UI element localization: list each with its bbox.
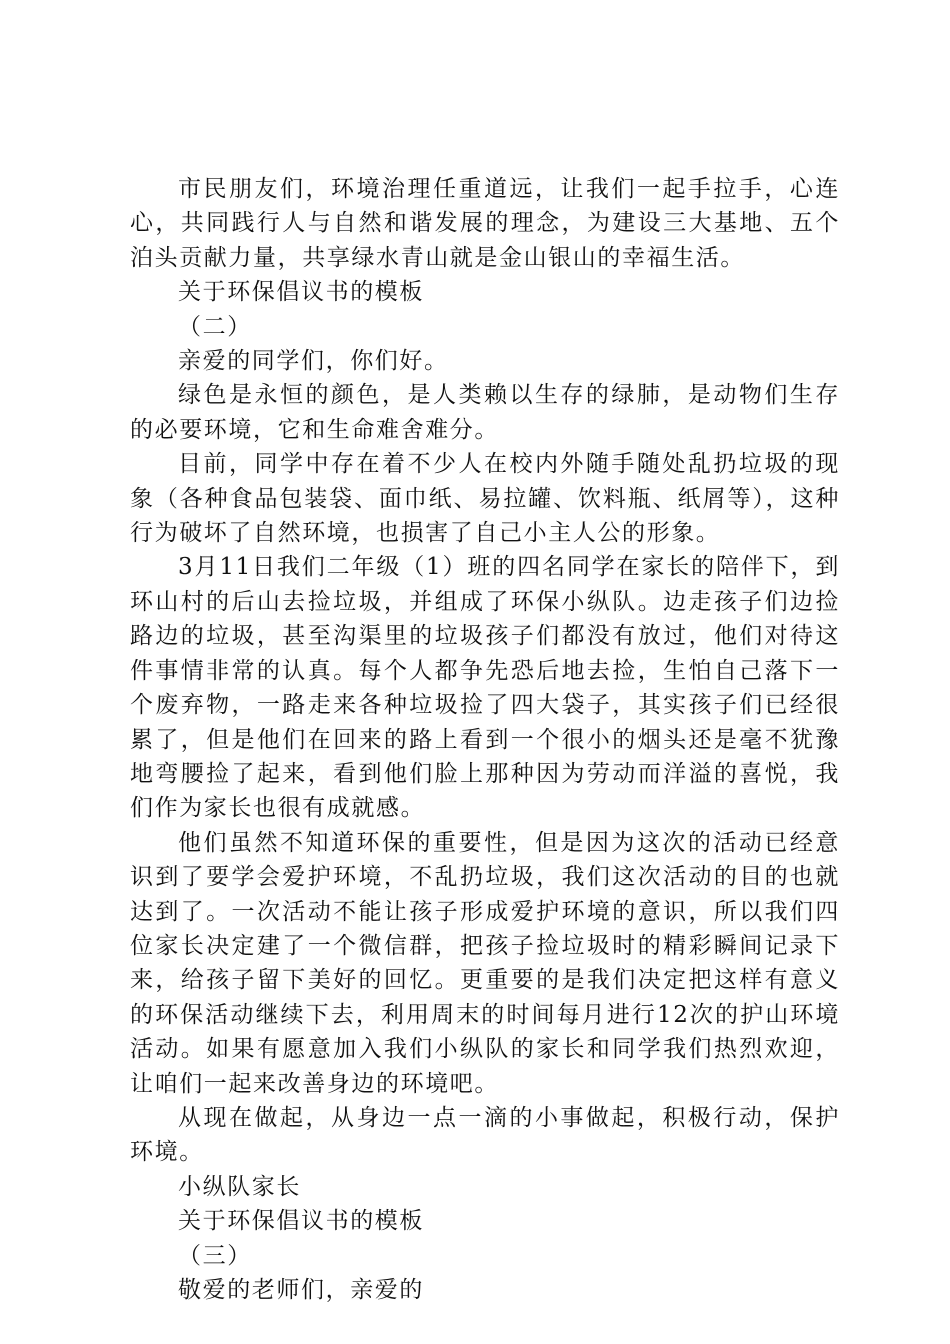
paragraph-littering: 目前，同学中存在着不少人在校内外随手随处乱扔垃圾的现象（各种食品包装袋、面巾纸、易拉罐、饮料瓶、纸屑等），这种行为破坏了自然环境，也损害了自己小主人公的形象。 [130,451,840,547]
document-body [130,172,840,1307]
paragraph-significance: 他们虽然不知道环保的重要性，但是因为这次的活动已经意识到了要学会爱护环境，不乱扔垃圾，我们这次活动的目的也就达到了。一次活动不能让孩子形成爱护环境的意识，所以我们四位家长决定建了一个微信群，把孩子捡垃圾时的精彩瞬间记录下来，给孩子留下美好的回忆。更重要的是我们决定把这样有意义的环保活动继续下去，利用周末的时间每月进行12次的护山环境活动。如果有愿意加入我们小纵队的家长和同学我们热烈欢迎，让咱们一起来改善身边的环境吧。 [130,829,840,1097]
section-number: （三） [178,1242,252,1269]
section-title: 关于环保倡议书的模板 [178,279,424,306]
paragraph-call-to-action: 从现在做起，从身边一点一滴的小事做起，积极行动，保护环境。 [130,1104,840,1166]
section-title: 关于环保倡议书的模板 [178,1208,424,1235]
signature: 小纵队家长 [178,1173,301,1200]
salutation: 敬爱的老师们，亲爱的 [178,1277,424,1303]
paragraph-activity: 3月11日我们二年级（1）班的四名同学在家长的陪伴下，到环山村的后山去捡垃圾，并组成了环保小纵队。边走孩子们边捡路边的垃圾，甚至沟渠里的垃圾孩子们都没有放过，他们对待这件事情非常的认真。每个人都争先恐后地去捡，生怕自己落下一个废弃物，一路走来各种垃圾捡了四大袋子，其实孩子们已经很累了，但是他们在回来的路上看到一个很小的烟头还是毫不犹豫地弯腰捡了起来，看到他们脸上那种因为劳动而洋溢的喜悦，我们作为家长也很有成就感。 [130,554,840,822]
paragraph-green: 绿色是永恒的颜色，是人类赖以生存的绿肺，是动物们生存的必要环境，它和生命难舍难分。 [130,382,840,443]
section-number: （二） [178,313,252,340]
salutation: 亲爱的同学们，你们好。 [178,348,449,375]
paragraph-closing-appeal: 市民朋友们，环境治理任重道远，让我们一起手拉手，心连心，共同践行人与自然和谐发展的理念，为建设三大基地、五个泊头贡献力量，共享绿水青山就是金山银山的幸福生活。 [130,176,840,271]
